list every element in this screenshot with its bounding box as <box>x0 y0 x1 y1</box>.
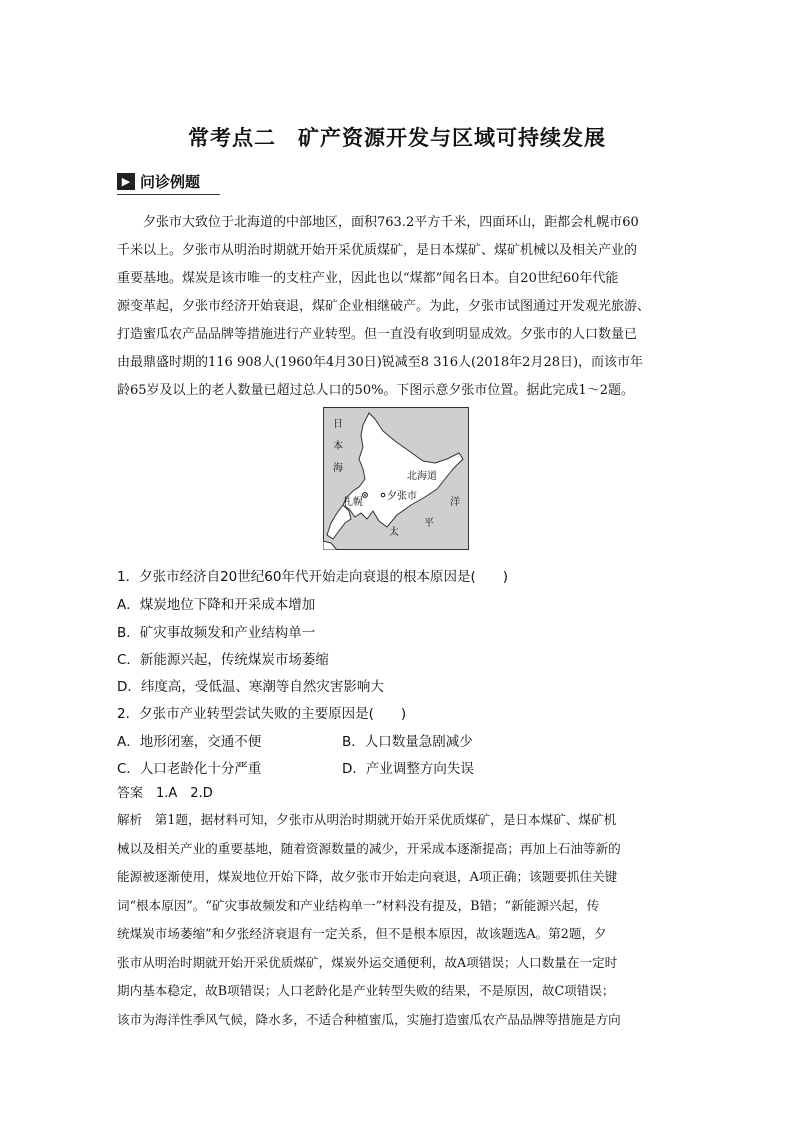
pacific-char: 平 <box>424 518 434 529</box>
intro-line: 由最鼎盛时期的116 908人(1960年4月30日)锐减至8 316人(2018年2月28日)，而该市年 <box>117 355 644 370</box>
question-2-option-d: D．产业调整方向失误 <box>342 761 474 777</box>
analysis-line: 词“根本原因”。“矿灾事故频发和产业结构单一”材料没有提及，B错；“新能源兴起，传 <box>117 897 600 913</box>
yubari-location-map <box>323 407 469 550</box>
intro-line: 源变革起，夕张市经济开始衰退，煤矿企业相继破产。为此，夕张市试图通过开发观光旅游、 <box>117 299 651 314</box>
play-triangle-icon: ▶ <box>117 173 135 190</box>
analysis-line: 期内基本稳定，故B项错误；人口老龄化是产业转型失败的结果，不是原因，故C项错误； <box>117 983 615 998</box>
answer-line: 答案 1.A 2.D <box>117 786 213 801</box>
hokkaido-label: 北海道 <box>407 471 437 482</box>
question-1-option-a: A．煤炭地位下降和开采成本增加 <box>117 597 316 613</box>
analysis-paragraph <box>117 806 679 1034</box>
question-2-option-a: A．地形闭塞，交通不便 <box>117 734 262 750</box>
sapporo-dot <box>364 494 366 496</box>
intro-line: 重要基地。煤炭是该市唯一的支柱产业，因此也以“煤都”闻名日本。自20世纪60年代能 <box>117 271 619 286</box>
section-label: 问诊例题 <box>140 173 201 191</box>
sea-japan-char: 海 <box>333 463 343 474</box>
question-2-option-c: C．人口老龄化十分严重 <box>117 761 262 777</box>
section-header <box>117 171 220 195</box>
analysis-line: 统煤炭市场萎缩”和夕张经济衰退有一定关系，但不是根本原因，故该题选A。第2题，夕 <box>117 926 607 941</box>
page-title: 常考点二 矿产资源开发与区域可持续发展 <box>188 125 606 150</box>
sea-japan-char: 本 <box>333 441 343 452</box>
intro-line: 夕张市大致位于北海道的中部地区，面积763.2平方千米，四面环山，距都会札幌市60 <box>117 215 639 230</box>
question-1-stem: 1．夕张市经济自20世纪60年代开始走向衰退的根本原因是( ) <box>117 569 508 585</box>
intro-paragraph <box>117 209 679 405</box>
analysis-line: 该市为海洋性季风气候，降水多，不适合种植蜜瓜，实施打造蜜瓜农产品品牌等措施是方向 <box>117 1011 621 1027</box>
analysis-line: 能源被逐渐使用，煤炭地位开始下降，故夕张市开始走向衰退，A项正确；该题要抓住关键 <box>117 869 618 884</box>
pacific-char: 太 <box>389 527 399 538</box>
question-2-option-b: B．人口数量急剧减少 <box>342 734 473 750</box>
intro-line: 千米以上。夕张市从明治时期就开始开采优质煤矿，是日本煤矿、煤矿机械以及相关产业的 <box>117 243 638 258</box>
analysis-line: 张市从明治时期就开始开采优质煤矿，煤炭外运交通便利，故A项错误；人口数量在一定时 <box>117 954 618 970</box>
question-1-option-c: C．新能源兴起，传统煤炭市场萎缩 <box>117 652 329 668</box>
sapporo-label: 札幌 <box>343 497 363 508</box>
intro-line: 打造蜜瓜农产品品牌等措施进行产业转型。但一直没有收到明显成效。夕张市的人口数量已 <box>117 327 638 342</box>
sea-japan-char: 日 <box>333 419 343 430</box>
intro-line: 龄65岁及以上的老人数量已超过总人口的50%。下图示意夕张市位置。据此完成1～2题。 <box>117 383 634 398</box>
analysis-line: 解析 第1题，据材料可知，夕张市从明治时期就开始开采优质煤矿，是日本煤矿、煤矿机 <box>117 812 617 827</box>
pacific-char: 洋 <box>450 497 460 508</box>
question-1-option-b: B．矿灾事故频发和产业结构单一 <box>117 625 316 641</box>
yubari-label: 夕张市 <box>387 491 417 502</box>
question-1-option-d: D．纬度高，受低温、寒潮等自然灾害影响大 <box>117 679 384 695</box>
question-2-stem: 2．夕张市产业转型尝试失败的主要原因是( ) <box>117 706 407 722</box>
analysis-line: 械以及相关产业的重要基地，随着资源数量的减少，开采成本逐渐提高；再加上石油等新的 <box>117 840 621 856</box>
